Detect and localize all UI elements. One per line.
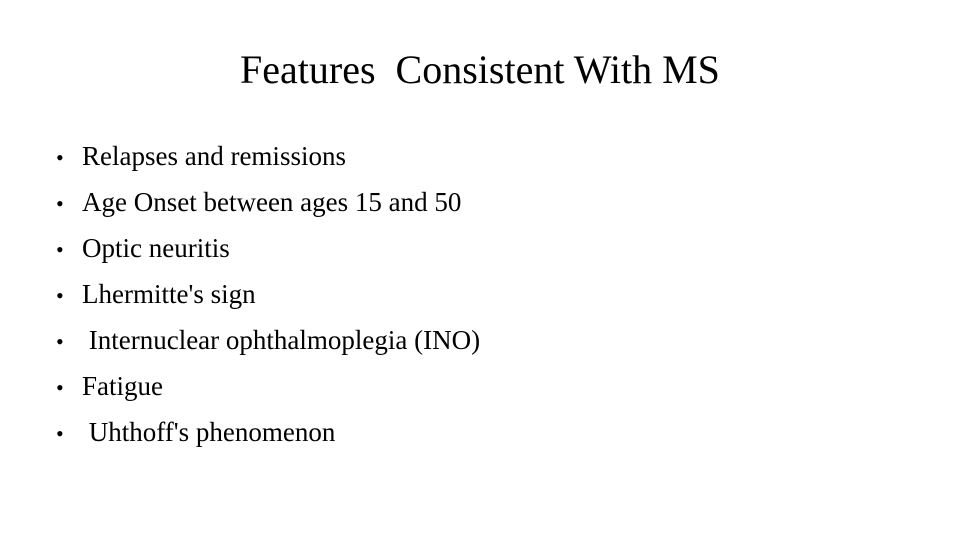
bullet-icon: •: [56, 329, 64, 354]
bullet-icon: •: [56, 421, 64, 446]
bullet-icon: •: [56, 283, 64, 308]
bullet-text: Relapses and remissions: [82, 141, 346, 171]
bullet-text: Internuclear ophthalmoplegia (INO): [82, 325, 481, 355]
bullet-item: [56, 133, 480, 179]
bullet-item: [56, 271, 480, 317]
bullet-item: [56, 317, 480, 363]
bullet-icon: •: [56, 375, 64, 400]
bullet-text: Uhthoff's phenomenon: [82, 417, 336, 447]
bullet-item: [56, 179, 480, 225]
bullet-item: [56, 363, 480, 409]
bullet-text: Fatigue: [82, 371, 163, 401]
slide-title: Features Consistent With MS: [240, 47, 720, 92]
bullet-icon: •: [56, 237, 64, 262]
bullet-icon: •: [56, 191, 64, 216]
bullet-item: [56, 409, 480, 455]
bullet-list: [56, 133, 480, 455]
bullet-item: [56, 225, 480, 271]
bullet-text: Age Onset between ages 15 and 50: [82, 187, 462, 217]
bullet-text: Lhermitte's sign: [82, 279, 256, 309]
bullet-icon: •: [56, 145, 64, 170]
bullet-text: Optic neuritis: [82, 233, 230, 263]
